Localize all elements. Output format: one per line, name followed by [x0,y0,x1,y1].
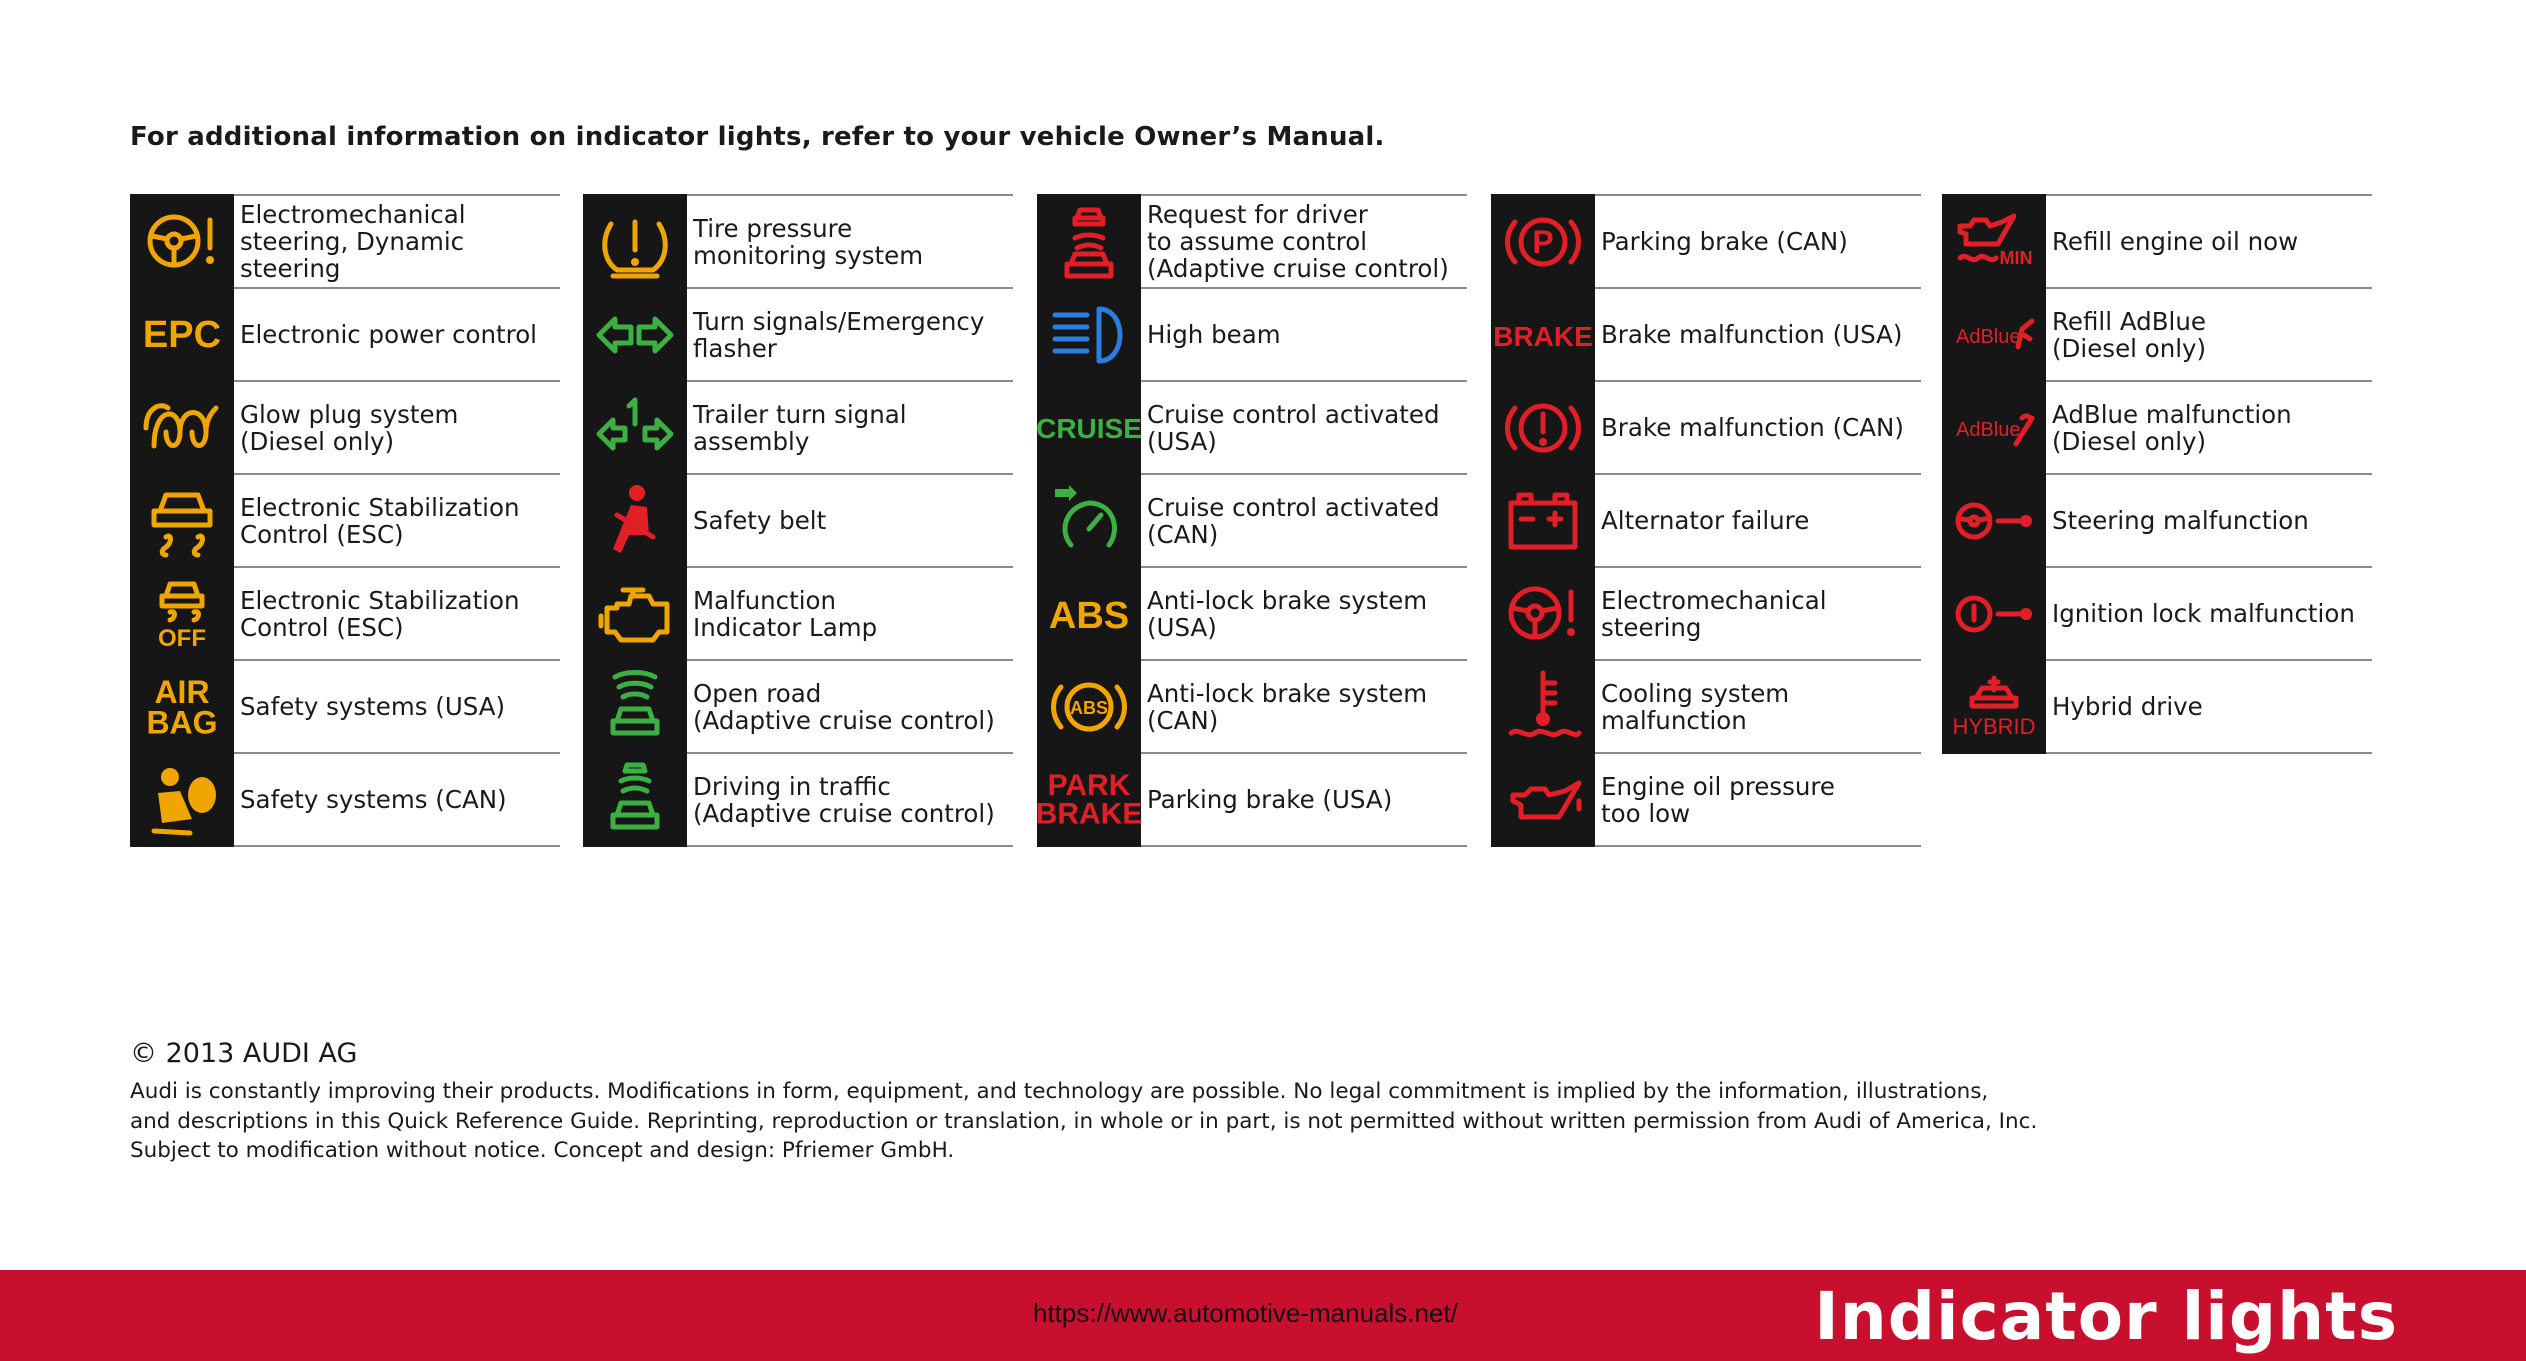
indicator-row [1037,473,1467,566]
indicator-label: Electronic power control [240,320,537,349]
passenger-airbag-icon [130,752,234,847]
hybrid-icon [1942,659,2046,754]
open-road-car-icon [583,659,687,752]
parking-brake-circle-icon [1491,194,1595,287]
indicator-row [1491,566,1921,659]
indicator-row [583,287,1013,380]
indicator-label: AdBlue malfunction (Diesel only) [2052,399,2292,456]
esc-off-icon [130,566,234,659]
svg-text:BAG: BAG [146,703,218,740]
indicator-row [1037,194,1467,287]
indicator-label: Ignition lock malfunction [2052,599,2355,628]
adblue-refill-icon [1942,287,2046,380]
abs-circle-icon [1037,659,1141,752]
indicator-row [130,380,560,473]
adblue-malfunction-icon [1942,380,2046,473]
indicator-row [130,473,560,566]
cruise-speedometer-icon [1037,473,1141,566]
epc-icon [130,287,234,380]
indicator-column-4 [1491,194,1921,847]
indicator-column-2 [583,194,1013,847]
airbag-icon [130,659,234,752]
ignition-lock-icon [1942,566,2046,659]
turn-signals-icon [583,287,687,380]
indicator-column-3 [1037,194,1467,847]
indicator-row [583,194,1013,287]
source-url[interactable]: https://www.automotive-manuals.net/ [1033,1298,1458,1328]
indicator-row [1942,194,2372,287]
svg-text:AIR: AIR [154,673,210,710]
indicator-label: Cooling system malfunction [1601,678,1790,735]
indicator-label: Trailer turn signal assembly [693,399,907,456]
indicator-row [1491,287,1921,380]
abs-text-icon [1037,566,1141,659]
brake-text-icon [1491,287,1595,380]
indicator-row [1037,659,1467,752]
indicator-row [1037,566,1467,659]
svg-text:OFF: OFF [158,624,206,652]
indicator-label: Parking brake (CAN) [1601,227,1848,256]
oil-level-min-icon [1942,194,2046,287]
indicator-label: Electromechanical steering, Dynamic steering [240,200,466,283]
indicator-row [1942,566,2372,659]
svg-text:ABS: ABS [1069,697,1109,718]
indicator-row [130,194,560,287]
indicator-label: High beam [1147,320,1281,349]
page-heading: For additional information on indicator lights, refer to your vehicle Owner’s Manual. [130,122,1385,152]
indicator-label: Engine oil pressure too low [1601,771,1835,828]
indicator-row [1037,380,1467,473]
copyright: © 2013 AUDI AG [130,1038,358,1069]
tire-pressure-icon [583,194,687,287]
indicator-label: Driving in traffic (Adaptive cruise control) [693,771,995,828]
indicator-label: Cruise control activated (CAN) [1147,492,1440,549]
indicator-label: Electronic Stabilization Control (ESC) [240,585,520,642]
cruise-text-icon [1037,380,1141,473]
indicator-label: Tire pressure monitoring system [693,213,924,270]
indicator-label: Malfunction Indicator Lamp [693,585,878,642]
indicator-row [130,287,560,380]
traffic-car-icon [583,752,687,847]
brake-circle-icon [1491,380,1595,473]
indicator-label: Alternator failure [1601,506,1810,535]
indicator-label: Request for driver to assume control (Adaptive cruise control) [1147,200,1449,283]
steering-wheel-exclamation-icon [130,194,234,287]
indicator-label: Turn signals/Emergency flasher [693,306,985,363]
svg-text:AdBlue: AdBlue [1956,418,2021,441]
indicator-label: Open road (Adaptive cruise control) [693,678,995,735]
indicator-row [1491,752,1921,847]
indicator-row [583,659,1013,752]
indicator-row [130,752,560,847]
indicator-row [583,380,1013,473]
svg-text:MIN: MIN [1999,247,2033,268]
indicator-label: Refill engine oil now [2052,227,2299,256]
indicator-label: Hybrid drive [2052,692,2203,721]
indicator-label: Steering malfunction [2052,506,2309,535]
engine-icon [583,566,687,659]
indicator-label: Anti-lock brake system (CAN) [1147,678,1428,735]
indicator-label: Anti-lock brake system (USA) [1147,585,1428,642]
oil-can-icon [1491,752,1595,847]
indicator-label: Electromechanical steering [1601,585,1827,642]
indicator-label: Safety belt [693,506,827,535]
glow-plug-icon [130,380,234,473]
svg-text:PARK: PARK [1047,768,1131,802]
indicator-row [1037,287,1467,380]
footer [130,1038,2376,1166]
svg-text:HYBRID: HYBRID [1952,713,2036,739]
indicator-label: Glow plug system (Diesel only) [240,399,459,456]
legal-notice: Audi is constantly improving their products. Modifications in form, equipment, and technology are possible. No legal commitment is implied by the information, illustrations, and descriptions in this Quick Reference Guide. Reprinting, reproduction or translation, in whole or in part, is not permitted without written permission from Audi of America, Inc. Subject to modification without notice. Concept and design: Pfriemer GmbH. [130,1079,2038,1163]
indicator-row [1942,473,2372,566]
page-title: Indicator lights [1814,1278,2398,1355]
steering-lock-icon [1942,473,2046,566]
indicator-label: Refill AdBlue (Diesel only) [2052,306,2207,363]
indicator-label: Parking brake (USA) [1147,785,1393,814]
indicator-label: Safety systems (CAN) [240,785,507,814]
indicator-row [1491,473,1921,566]
indicator-row [1942,287,2372,380]
indicator-column-1 [130,194,560,847]
seat-belt-icon [583,473,687,566]
trailer-turn-signal-icon [583,380,687,473]
indicator-column-5 [1942,194,2372,754]
indicator-row [1942,659,2372,754]
indicator-row [130,659,560,752]
svg-text:CRUISE: CRUISE [1036,412,1142,444]
driver-takeover-icon [1037,194,1141,287]
svg-text:EPC: EPC [142,313,222,356]
indicator-label: Safety systems (USA) [240,692,506,721]
park-brake-text-icon [1037,752,1141,847]
indicator-label: Cruise control activated (USA) [1147,399,1440,456]
svg-text:BRAKE: BRAKE [1493,320,1593,352]
indicator-label: Brake malfunction (USA) [1601,320,1903,349]
svg-text:BRAKE: BRAKE [1035,797,1143,830]
steering-wheel-red-icon [1491,566,1595,659]
indicator-row [583,473,1013,566]
high-beam-icon [1037,287,1141,380]
svg-text:AdBlue: AdBlue [1956,325,2021,348]
indicator-row [1491,380,1921,473]
indicator-row [130,566,560,659]
indicator-label: Electronic Stabilization Control (ESC) [240,492,520,549]
battery-icon [1491,473,1595,566]
indicator-row [1942,380,2372,473]
indicator-row [583,566,1013,659]
esc-icon [130,473,234,566]
indicator-row [1491,659,1921,752]
indicator-row [1491,194,1921,287]
svg-text:P: P [1532,223,1554,260]
svg-text:ABS: ABS [1048,594,1130,637]
indicator-label: Brake malfunction (CAN) [1601,413,1904,442]
coolant-icon [1491,659,1595,752]
indicator-row [583,752,1013,847]
indicator-row [1037,752,1467,847]
